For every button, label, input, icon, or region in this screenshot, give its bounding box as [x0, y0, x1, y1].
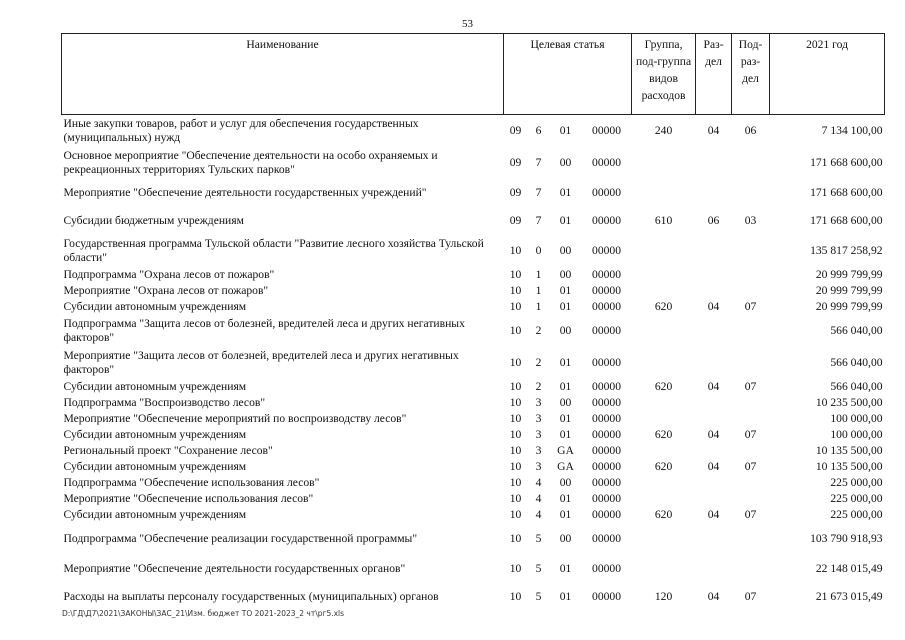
- code-subprogram: 3: [535, 444, 542, 457]
- expense-group: [632, 283, 696, 299]
- code-event: 01: [559, 380, 572, 393]
- table-header-row: [62, 34, 885, 115]
- section-code: 04: [707, 508, 720, 521]
- header-name: Наименование: [62, 34, 504, 115]
- code-subprogram: 3: [535, 412, 542, 425]
- amount-2021: 225 000,00: [830, 492, 883, 505]
- code-event: 01: [559, 214, 572, 227]
- code-event: 00: [559, 532, 572, 545]
- code-direction: 00000: [592, 268, 622, 281]
- code-direction: 00000: [592, 380, 622, 393]
- code-direction: 00000: [592, 444, 622, 457]
- code-subprogram: 7: [535, 186, 542, 199]
- subsection-code: [732, 395, 770, 411]
- table-row: [62, 115, 885, 148]
- section-code: [696, 395, 732, 411]
- code-subprogram: 3: [535, 460, 542, 473]
- code-subprogram: 4: [535, 508, 542, 521]
- code-program: 09: [509, 214, 522, 227]
- table-row: [62, 147, 885, 179]
- expense-group: [632, 475, 696, 491]
- table-row: [62, 411, 885, 427]
- code-event: 01: [559, 186, 572, 199]
- code-program: 10: [509, 508, 522, 521]
- code-subprogram: 6: [535, 124, 542, 137]
- table-row: [62, 459, 885, 475]
- expense-group: [632, 555, 696, 583]
- subsection-code: 07: [744, 590, 757, 603]
- amount-2021: 20 999 799,99: [815, 300, 883, 313]
- subsection-code: [732, 443, 770, 459]
- section-code: 06: [707, 214, 720, 227]
- section-code: 04: [707, 428, 720, 441]
- section-code: 04: [707, 300, 720, 313]
- code-direction: 00000: [592, 356, 622, 369]
- code-direction: 00000: [592, 532, 622, 545]
- subsection-code: [732, 523, 770, 555]
- amount-2021: 103 790 918,93: [810, 532, 883, 545]
- subsection-code: [732, 179, 770, 207]
- expense-group: [632, 491, 696, 507]
- expense-group: [632, 347, 696, 379]
- amount-2021: 225 000,00: [830, 508, 883, 521]
- code-event: 01: [559, 508, 572, 521]
- section-code: [696, 179, 732, 207]
- header-group: Группа, под-группа видов расходов: [632, 34, 696, 115]
- row-name: Мероприятие "Обеспечение деятельности государственных органов": [63, 562, 406, 575]
- amount-2021: 10 235 500,00: [815, 396, 883, 409]
- code-subprogram: 7: [535, 214, 542, 227]
- code-subprogram: 1: [535, 268, 542, 281]
- code-event: GA: [557, 444, 574, 457]
- code-event: 01: [559, 412, 572, 425]
- code-direction: 00000: [592, 124, 622, 137]
- subsection-code: [732, 491, 770, 507]
- subsection-code: [732, 267, 770, 283]
- subsection-code: [732, 475, 770, 491]
- row-name: Субсидии автономным учреждениям: [63, 428, 247, 441]
- code-program: 10: [509, 380, 522, 393]
- row-name: Подпрограмма "Обеспечение реализации государственной программы": [63, 532, 418, 545]
- subsection-code: 07: [744, 428, 757, 441]
- amount-2021: 171 668 600,00: [810, 186, 883, 199]
- row-name: Иные закупки товаров, работ и услуг для обеспечения государственных (муниципальных) нужд: [63, 117, 419, 144]
- code-event: 00: [559, 244, 572, 257]
- expense-group: 620: [654, 300, 673, 313]
- section-code: [696, 523, 732, 555]
- code-program: 10: [509, 268, 522, 281]
- code-subprogram: 5: [535, 590, 542, 603]
- table-row: [62, 179, 885, 207]
- code-direction: 00000: [592, 284, 622, 297]
- amount-2021: 21 673 015,49: [815, 590, 883, 603]
- code-program: 10: [509, 428, 522, 441]
- code-subprogram: 1: [535, 284, 542, 297]
- code-event: 01: [559, 562, 572, 575]
- budget-table: [61, 33, 885, 611]
- code-direction: 00000: [592, 324, 622, 337]
- section-code: [696, 411, 732, 427]
- section-code: [696, 443, 732, 459]
- code-direction: 00000: [592, 244, 622, 257]
- subsection-code: [732, 347, 770, 379]
- section-code: 04: [707, 590, 720, 603]
- code-event: 01: [559, 428, 572, 441]
- section-code: [696, 491, 732, 507]
- amount-2021: 225 000,00: [830, 476, 883, 489]
- amount-2021: 171 668 600,00: [810, 214, 883, 227]
- amount-2021: 22 148 015,49: [815, 562, 883, 575]
- code-direction: 00000: [592, 300, 622, 313]
- header-target: Целевая статья: [504, 34, 632, 115]
- expense-group: [632, 411, 696, 427]
- amount-2021: 135 817 258,92: [810, 244, 883, 257]
- expense-group: 610: [654, 214, 673, 227]
- subsection-code: [732, 235, 770, 267]
- row-name: Мероприятие "Защита лесов от болезней, вредителей леса и других негативных факторов": [63, 349, 459, 376]
- subsection-code: [732, 315, 770, 347]
- subsection-code: 06: [744, 124, 757, 137]
- code-direction: 00000: [592, 476, 622, 489]
- section-code: 04: [707, 124, 720, 137]
- table-row: [62, 443, 885, 459]
- code-event: 00: [559, 476, 572, 489]
- code-event: 00: [559, 396, 572, 409]
- code-event: 01: [559, 284, 572, 297]
- code-direction: 00000: [592, 508, 622, 521]
- expense-group: 620: [654, 380, 673, 393]
- expense-group: [632, 523, 696, 555]
- section-code: [696, 283, 732, 299]
- table-row: [62, 207, 885, 235]
- code-subprogram: 5: [535, 562, 542, 575]
- code-subprogram: 3: [535, 428, 542, 441]
- header-year: 2021 год: [770, 34, 885, 115]
- subsection-code: [732, 283, 770, 299]
- code-direction: 00000: [592, 186, 622, 199]
- expense-group: 620: [654, 460, 673, 473]
- expense-group: [632, 147, 696, 179]
- amount-2021: 566 040,00: [830, 324, 883, 337]
- row-name: Расходы на выплаты персоналу государственных (муниципальных) органов: [63, 590, 439, 603]
- table-row: [62, 315, 885, 347]
- amount-2021: 100 000,00: [830, 428, 883, 441]
- code-subprogram: 2: [535, 380, 542, 393]
- section-code: [696, 267, 732, 283]
- expense-group: 120: [654, 590, 673, 603]
- row-name: Подпрограмма "Обеспечение использования лесов": [63, 476, 320, 489]
- code-event: 01: [559, 356, 572, 369]
- amount-2021: 10 135 500,00: [815, 444, 883, 457]
- table-row: [62, 235, 885, 267]
- code-direction: 00000: [592, 492, 622, 505]
- header-section: Раз-дел: [696, 34, 732, 115]
- page-number: 53: [462, 18, 473, 30]
- code-direction: 00000: [592, 214, 622, 227]
- amount-2021: 566 040,00: [830, 380, 883, 393]
- subsection-code: 07: [744, 508, 757, 521]
- section-code: [696, 147, 732, 179]
- code-subprogram: 0: [535, 244, 542, 257]
- code-program: 10: [509, 324, 522, 337]
- expense-group: [632, 235, 696, 267]
- table-row: [62, 523, 885, 555]
- table-row: [62, 283, 885, 299]
- expense-group: 620: [654, 428, 673, 441]
- table-row: [62, 475, 885, 491]
- section-code: 04: [707, 380, 720, 393]
- code-event: 00: [559, 324, 572, 337]
- code-subprogram: 2: [535, 324, 542, 337]
- subsection-code: 07: [744, 300, 757, 313]
- code-event: 01: [559, 590, 572, 603]
- row-name: Государственная программа Тульской области "Развитие лесного хозяйства Тульской области": [63, 237, 484, 264]
- code-program: 10: [509, 396, 522, 409]
- table-row: [62, 379, 885, 395]
- row-name: Мероприятие "Обеспечение мероприятий по воспроизводству лесов": [63, 412, 407, 425]
- code-direction: 00000: [592, 562, 622, 575]
- code-subprogram: 4: [535, 476, 542, 489]
- section-code: [696, 235, 732, 267]
- code-program: 10: [509, 244, 522, 257]
- expense-group: [632, 267, 696, 283]
- code-event: 00: [559, 268, 572, 281]
- code-program: 10: [509, 562, 522, 575]
- table-row: [62, 267, 885, 283]
- code-program: 10: [509, 492, 522, 505]
- subsection-code: [732, 555, 770, 583]
- code-program: 10: [509, 284, 522, 297]
- subsection-code: 03: [744, 214, 757, 227]
- row-name: Подпрограмма "Защита лесов от болезней, вредителей леса и других негативных факторов": [63, 317, 465, 344]
- code-program: 10: [509, 300, 522, 313]
- row-name: Мероприятие "Обеспечение деятельности государственных учреждений": [63, 186, 427, 199]
- section-code: [696, 315, 732, 347]
- expense-group: [632, 315, 696, 347]
- code-direction: 00000: [592, 590, 622, 603]
- code-event: 01: [559, 300, 572, 313]
- code-subprogram: 3: [535, 396, 542, 409]
- table-row: [62, 491, 885, 507]
- section-code: [696, 555, 732, 583]
- code-program: 10: [509, 444, 522, 457]
- code-event: 00: [559, 156, 572, 169]
- row-name: Субсидии автономным учреждениям: [63, 380, 247, 393]
- expense-group: [632, 395, 696, 411]
- header-subsection: Под-раз-дел: [732, 34, 770, 115]
- code-event: 01: [559, 492, 572, 505]
- expense-group: [632, 179, 696, 207]
- row-name: Субсидии автономным учреждениям: [63, 460, 247, 473]
- table-row: [62, 395, 885, 411]
- amount-2021: 20 999 799,99: [815, 268, 883, 281]
- code-program: 09: [509, 186, 522, 199]
- row-name: Мероприятие "Обеспечение использования лесов": [63, 492, 314, 505]
- amount-2021: 100 000,00: [830, 412, 883, 425]
- amount-2021: 20 999 799,99: [815, 284, 883, 297]
- amount-2021: 10 135 500,00: [815, 460, 883, 473]
- code-program: 10: [509, 460, 522, 473]
- row-name: Субсидии автономным учреждениям: [63, 300, 247, 313]
- file-path-footer: D:\ГД\Д7\2021\ЗАКОНЫ\ЗАС_21\Изм. бюджет ТО 2021-2023_2 чт\рг5.xls: [62, 609, 345, 618]
- table-row: [62, 299, 885, 315]
- amount-2021: 566 040,00: [830, 356, 883, 369]
- code-direction: 00000: [592, 396, 622, 409]
- code-program: 09: [509, 156, 522, 169]
- code-subprogram: 2: [535, 356, 542, 369]
- code-subprogram: 5: [535, 532, 542, 545]
- code-program: 09: [509, 124, 522, 137]
- subsection-code: 07: [744, 460, 757, 473]
- table-row: [62, 555, 885, 583]
- section-code: [696, 475, 732, 491]
- code-program: 10: [509, 412, 522, 425]
- expense-group: 620: [654, 508, 673, 521]
- section-code: 04: [707, 460, 720, 473]
- row-name: Мероприятие "Охрана лесов от пожаров": [63, 284, 269, 297]
- code-direction: 00000: [592, 412, 622, 425]
- row-name: Субсидии бюджетным учреждениям: [63, 214, 244, 227]
- code-direction: 00000: [592, 460, 622, 473]
- table-row: [62, 427, 885, 443]
- subsection-code: 07: [744, 380, 757, 393]
- amount-2021: 171 668 600,00: [810, 156, 883, 169]
- code-subprogram: 7: [535, 156, 542, 169]
- row-name: Подпрограмма "Воспроизводство лесов": [63, 396, 266, 409]
- section-code: [696, 347, 732, 379]
- code-program: 10: [509, 590, 522, 603]
- code-event: GA: [557, 460, 574, 473]
- code-subprogram: 4: [535, 492, 542, 505]
- code-program: 10: [509, 476, 522, 489]
- code-subprogram: 1: [535, 300, 542, 313]
- amount-2021: 7 134 100,00: [821, 124, 883, 137]
- row-name: Региональный проект "Сохранение лесов": [63, 444, 273, 457]
- table-row: [62, 583, 885, 611]
- code-direction: 00000: [592, 156, 622, 169]
- row-name: Субсидии автономным учреждениям: [63, 508, 247, 521]
- subsection-code: [732, 411, 770, 427]
- table-row: [62, 347, 885, 379]
- code-program: 10: [509, 356, 522, 369]
- code-direction: 00000: [592, 428, 622, 441]
- code-event: 01: [559, 124, 572, 137]
- expense-group: [632, 443, 696, 459]
- subsection-code: [732, 147, 770, 179]
- table-row: [62, 507, 885, 523]
- row-name: Подпрограмма "Охрана лесов от пожаров": [63, 268, 275, 281]
- expense-group: 240: [654, 124, 673, 137]
- code-program: 10: [509, 532, 522, 545]
- row-name: Основное мероприятие "Обеспечение деятельности на особо охраняемых и рекреационных территориях Тульских парков": [63, 149, 438, 176]
